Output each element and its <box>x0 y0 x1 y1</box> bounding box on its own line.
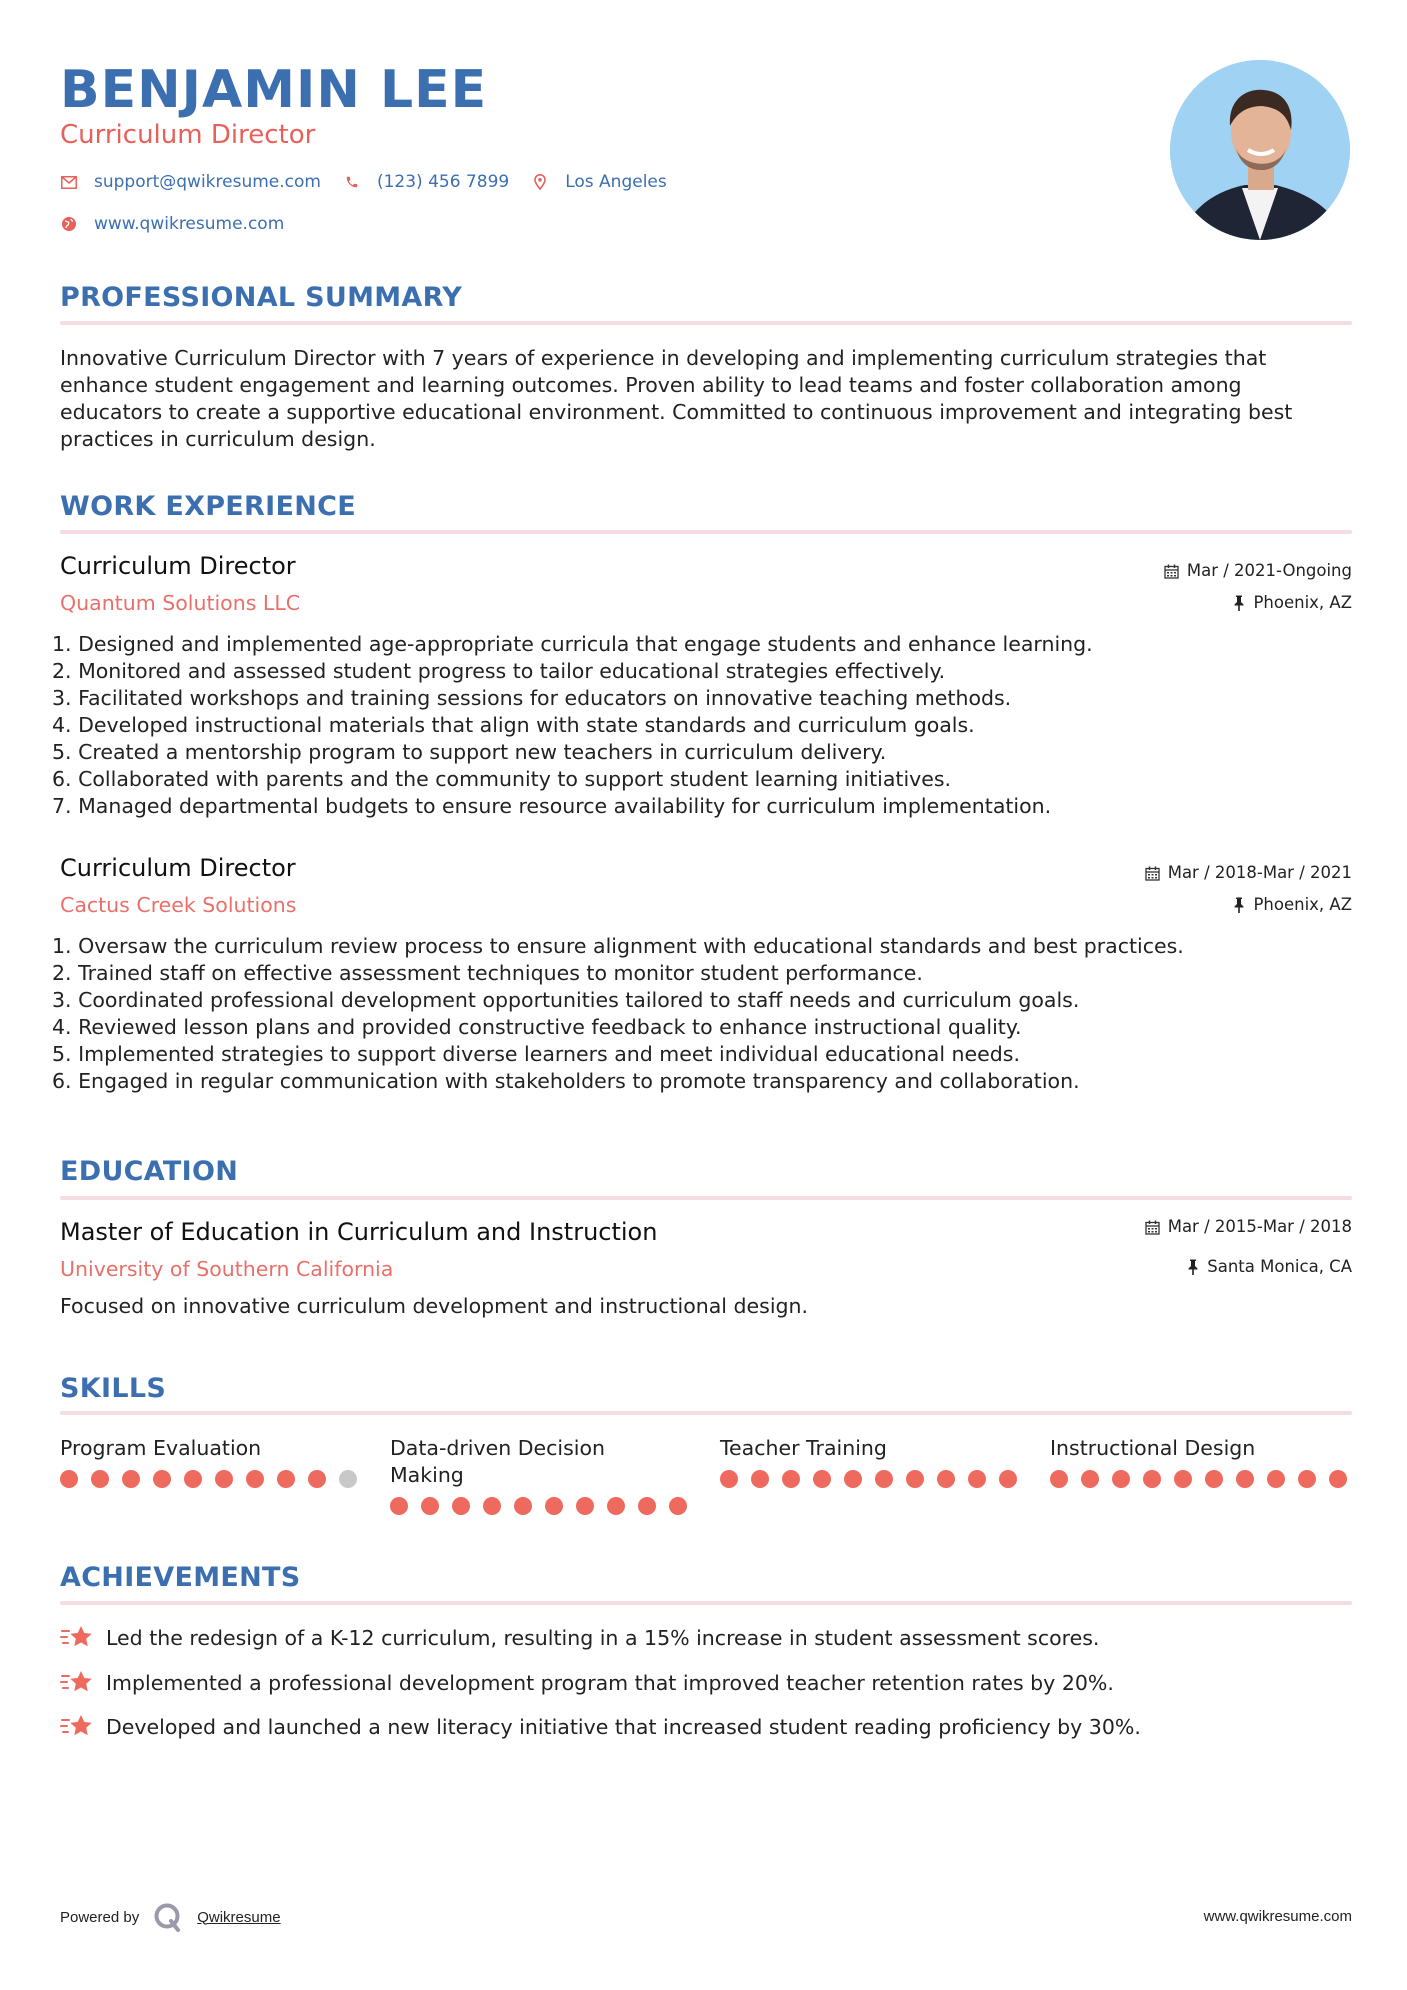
location-text: Santa Monica, CA <box>1207 1257 1352 1276</box>
skill-rating <box>390 1497 690 1515</box>
skill-rating <box>60 1470 360 1488</box>
rating-dot-filled <box>1205 1470 1223 1488</box>
section-heading-achievements: ACHIEVEMENTS <box>60 1562 301 1593</box>
education-description: Focused on innovative curriculum development and instructional design. <box>60 1294 809 1318</box>
achievement-item <box>60 1624 1099 1652</box>
rating-dot-filled <box>1081 1470 1099 1488</box>
section-divider <box>60 1196 1352 1200</box>
rating-dot-filled <box>483 1497 501 1515</box>
rating-dot-filled <box>999 1470 1017 1488</box>
skill-instructional-design <box>1050 1435 1350 1488</box>
job-bullets <box>52 631 1093 820</box>
rating-dot-filled <box>184 1470 202 1488</box>
rating-dot-filled <box>782 1470 800 1488</box>
contact-website[interactable] <box>60 214 284 234</box>
shooting-star-icon <box>60 1624 94 1652</box>
section-heading-education: EDUCATION <box>60 1156 239 1187</box>
location-text: Phoenix, AZ <box>1253 593 1352 612</box>
list-item: 4. Reviewed lesson plans and provided constructive feedback to enhance instructional quality. <box>52 1015 1022 1039</box>
list-item: 1. Designed and implemented age-appropriate curricula that engage students and enhance learning. <box>52 632 1093 656</box>
school-name: University of Southern California <box>60 1257 394 1281</box>
rating-dot-filled <box>751 1470 769 1488</box>
job-location <box>1233 894 1352 916</box>
skill-program-evaluation <box>60 1435 360 1488</box>
pushpin-icon <box>1233 595 1245 611</box>
list-item: 1. Oversaw the curriculum review process to ensure alignment with educational standards and best practices. <box>52 934 1184 958</box>
section-divider <box>60 1411 1352 1415</box>
calendar-icon <box>1164 564 1179 579</box>
list-item: 4. Developed instructional materials that align with state standards and curriculum goals. <box>52 713 975 737</box>
dates-text: Mar / 2015-Mar / 2018 <box>1167 1217 1352 1236</box>
education-dates <box>1145 1216 1352 1238</box>
rating-dot-filled <box>545 1497 563 1515</box>
skill-name: Instructional Design <box>1050 1436 1256 1460</box>
rating-dot-filled <box>576 1497 594 1515</box>
list-item: 2. Monitored and assessed student progress to tailor educational strategies effectively. <box>52 659 946 683</box>
dates-text: Mar / 2021-Ongoing <box>1186 561 1352 580</box>
contact-row-2 <box>60 214 306 234</box>
company-name: Quantum Solutions LLC <box>60 591 301 615</box>
list-item: 6. Engaged in regular communication with stakeholders to promote transparency and collaboration. <box>52 1069 1080 1093</box>
footer-powered-by <box>60 1902 281 1932</box>
education-location <box>1187 1256 1352 1278</box>
section-divider <box>60 321 1352 325</box>
rating-dot-filled <box>813 1470 831 1488</box>
rating-dot-filled <box>421 1497 439 1515</box>
rating-dot-filled <box>1329 1470 1347 1488</box>
summary-text: Innovative Curriculum Director with 7 years of experience in developing and implementing curriculum strategies that enhance student engagement and learning outcomes. Proven ability to lead teams and foster collaboration among educators to create a supportive educational environment. Committed to continuous improvement and integrating best practices in curriculum design. <box>60 346 1293 451</box>
rating-dot-filled <box>153 1470 171 1488</box>
calendar-icon <box>1145 866 1160 881</box>
rating-dot-filled <box>638 1497 656 1515</box>
skill-data-driven-decision-making <box>390 1435 690 1515</box>
rating-dot-filled <box>607 1497 625 1515</box>
job-location <box>1233 592 1352 614</box>
section-heading-summary: PROFESSIONAL SUMMARY <box>60 282 463 313</box>
pushpin-icon <box>1187 1259 1199 1275</box>
calendar-icon <box>1145 1220 1160 1235</box>
rating-dot-filled <box>1298 1470 1316 1488</box>
shooting-star-icon <box>60 1669 94 1697</box>
rating-dot-filled <box>514 1497 532 1515</box>
candidate-title: Curriculum Director <box>60 120 316 150</box>
rating-dot-filled <box>91 1470 109 1488</box>
contact-phone[interactable] <box>343 172 509 192</box>
rating-dot-filled <box>215 1470 233 1488</box>
rating-dot-filled <box>1143 1470 1161 1488</box>
achievement-text: Led the redesign of a K-12 curriculum, resulting in a 15% increase in student assessment scores. <box>106 1626 1100 1650</box>
rating-dot-filled <box>1267 1470 1285 1488</box>
candidate-name: BENJAMIN LEE <box>60 60 488 120</box>
skill-name: Program Evaluation <box>60 1436 262 1460</box>
shooting-star-icon <box>60 1713 94 1741</box>
list-item: 3. Facilitated workshops and training sessions for educators on innovative teaching methods. <box>52 686 1012 710</box>
envelope-icon <box>60 173 78 191</box>
skill-rating <box>1050 1470 1350 1488</box>
list-item: 2. Trained staff on effective assessment techniques to monitor student performance. <box>52 961 923 985</box>
rating-dot-filled <box>1112 1470 1130 1488</box>
location-text: Los Angeles <box>565 172 667 192</box>
avatar <box>1170 60 1350 240</box>
skill-rating <box>720 1470 1020 1488</box>
rating-dot-filled <box>308 1470 326 1488</box>
achievement-item <box>60 1669 1114 1697</box>
list-item: 3. Coordinated professional development opportunities tailored to staff needs and curriculum goals. <box>52 988 1080 1012</box>
achievement-text: Implemented a professional development program that improved teacher retention rates by 20%. <box>106 1671 1114 1695</box>
powered-by-label: Powered by <box>60 1908 140 1926</box>
list-item: 5. Implemented strategies to support diverse learners and meet individual educational needs. <box>52 1042 1020 1066</box>
skill-teacher-training <box>720 1435 1020 1488</box>
contact-row-1 <box>60 172 689 192</box>
rating-dot-filled <box>906 1470 924 1488</box>
location-text: Phoenix, AZ <box>1253 895 1352 914</box>
rating-dot-filled <box>875 1470 893 1488</box>
phone-text: (123) 456 7899 <box>376 172 510 192</box>
section-heading-skills: SKILLS <box>60 1373 167 1404</box>
section-divider <box>60 1601 1352 1605</box>
rating-dot-filled <box>844 1470 862 1488</box>
degree-title: Master of Education in Curriculum and Instruction <box>60 1218 658 1246</box>
achievement-item <box>60 1713 1141 1741</box>
job-bullets <box>52 933 1184 1095</box>
rating-dot-filled <box>60 1470 78 1488</box>
job-title: Curriculum Director <box>60 854 296 882</box>
map-pin-icon <box>531 173 549 191</box>
contact-location <box>531 172 667 192</box>
achievement-text: Developed and launched a new literacy initiative that increased student reading proficiency by 30%. <box>106 1715 1141 1739</box>
website-text: www.qwikresume.com <box>94 214 285 234</box>
skill-name: Teacher Training <box>720 1436 887 1460</box>
job-title: Curriculum Director <box>60 552 296 580</box>
rating-dot-filled <box>1174 1470 1192 1488</box>
footer-url[interactable]: www.qwikresume.com <box>1203 1908 1352 1925</box>
rating-dot-empty <box>339 1470 357 1488</box>
pushpin-icon <box>1233 897 1245 913</box>
rating-dot-filled <box>669 1497 687 1515</box>
job-dates <box>1164 560 1352 582</box>
rating-dot-filled <box>968 1470 986 1488</box>
rating-dot-filled <box>452 1497 470 1515</box>
qwikresume-logo-icon <box>153 1902 183 1932</box>
rating-dot-filled <box>1236 1470 1254 1488</box>
list-item: 5. Created a mentorship program to support new teachers in curriculum delivery. <box>52 740 887 764</box>
list-item: 6. Collaborated with parents and the community to support student learning initiatives. <box>52 767 952 791</box>
rating-dot-filled <box>937 1470 955 1488</box>
rating-dot-filled <box>122 1470 140 1488</box>
rating-dot-filled <box>390 1497 408 1515</box>
job-dates <box>1145 862 1352 884</box>
rating-dot-filled <box>1050 1470 1068 1488</box>
skill-name: Data-driven Decision Making <box>390 1436 606 1487</box>
contact-email[interactable] <box>60 172 321 192</box>
section-heading-experience: WORK EXPERIENCE <box>60 491 356 522</box>
rating-dot-filled <box>246 1470 264 1488</box>
phone-icon <box>343 173 361 191</box>
globe-icon <box>60 215 78 233</box>
email-text: support@qwikresume.com <box>94 172 321 192</box>
rating-dot-filled <box>720 1470 738 1488</box>
list-item: 7. Managed departmental budgets to ensure resource availability for curriculum implementation. <box>52 794 1052 818</box>
dates-text: Mar / 2018-Mar / 2021 <box>1167 863 1352 882</box>
section-divider <box>60 530 1352 534</box>
rating-dot-filled <box>277 1470 295 1488</box>
company-name: Cactus Creek Solutions <box>60 893 297 917</box>
qwikresume-link[interactable]: Qwikresume <box>197 1908 281 1926</box>
